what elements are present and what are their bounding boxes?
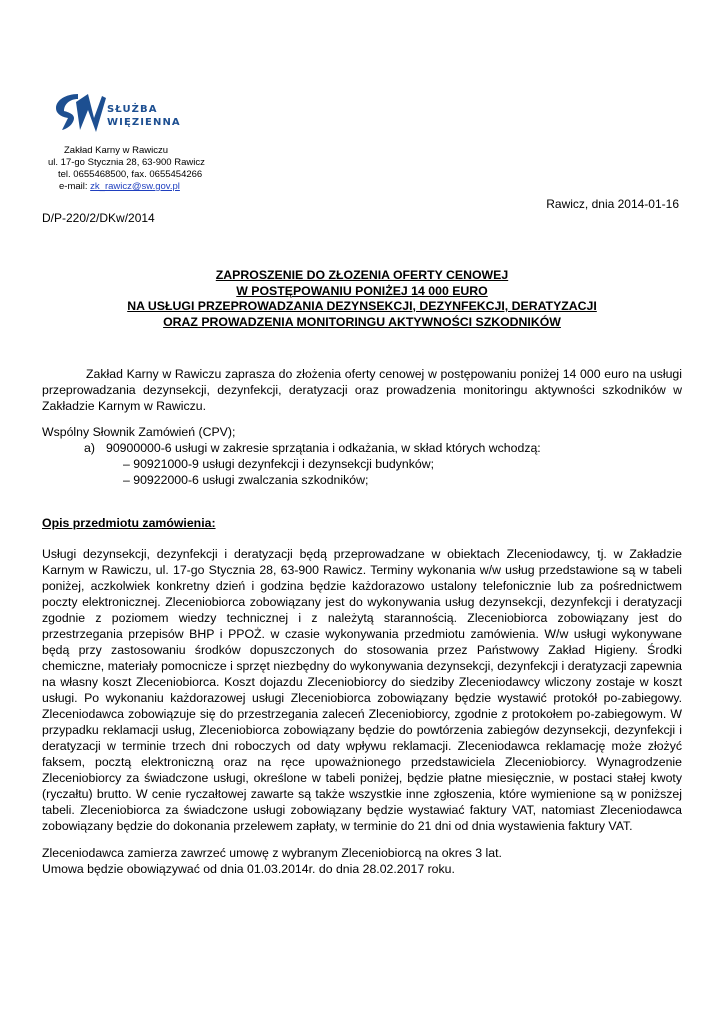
cpv-sub-item-2: – 90922000-6 usługi zwalczania szkodników; bbox=[123, 473, 369, 487]
email-label: e-mail: bbox=[59, 181, 91, 192]
subject-heading: Opis przedmiotu zamówienia: bbox=[42, 516, 216, 530]
cpv-item-a bbox=[84, 440, 541, 456]
title-line-3: NA USŁUGI PRZEPROWADZANIA DEZYNSEKCJI, DEZYNFEKCJI, DERATYZACJI bbox=[127, 299, 597, 313]
address-street: ul. 17-go Stycznia 28, 63-900 Rawicz bbox=[48, 157, 205, 168]
intro-paragraph: Zakład Karny w Rawiczu zaprasza do złożenia oferty cenowej w postępowaniu poniżej 14 000 euro na usługi przeprowadzania dezynsekcji, dezynfekcji, deratyzacji oraz prowadzenia monitoringu aktywności szkodników w Zakładzie Karnym w Rawiczu. bbox=[42, 367, 682, 413]
address-institution: Zakład Karny w Rawiczu bbox=[64, 145, 169, 156]
logo-emblem-shape bbox=[56, 94, 106, 132]
cpv-item-a-label: a) bbox=[84, 441, 95, 455]
closing-line-2: Umowa będzie obowiązywać od dnia 01.03.2014r. do dnia 28.02.2017 roku. bbox=[42, 862, 455, 876]
logo-wordmark bbox=[107, 103, 181, 129]
cpv-heading: Wspólny Słownik Zamówień (CPV); bbox=[42, 425, 236, 439]
document-date: Rawicz, dnia 2014-01-16 bbox=[546, 197, 679, 211]
cpv-sub-item-1: – 90921000-9 usługi dezynfekcji i dezynsekcji budynków; bbox=[123, 457, 435, 471]
reference-number: D/P-220/2/DKw/2014 bbox=[42, 211, 155, 225]
closing-line-1: Zleceniodawca zamierza zawrzeć umowę z wybranym Zleceniobiorcą na okres 3 lat. bbox=[42, 846, 502, 860]
title-line-4: ORAZ PROWADZENIA MONITORINGU AKTYWNOŚCI SZKODNIKÓW bbox=[163, 314, 561, 329]
subject-description: Usługi dezynsekcji, dezynfekcji i deratyzacji będą przeprowadzane w obiektach Zleceniodawcy, tj. w Zakładzie Karnym w Rawiczu, ul. 17-go Stycznia 28, 63-900 Rawicz. Terminy wykonania w/w usług przedstawione są w tabeli poniżej, aczkolwiek konkretny dzień i godzina będzie każdorazowo ustalony telefonicznie lub za pośrednictwem poczty elektronicznej. Zleceniobiorca zobowiązany jest do wykonywania usług dezynsekcji, dezynfekcji i deratyzacji zgodnie z poziomem wiedzy technicznej i z należytą starannością. Zleceniobiorca zobowiązany jest do przestrzegania przepisów BHP i PPOŻ. w czasie wykonywania przedmiotu zamówienia. W/w usługi wykonywane będą przy zastosowaniu środków dopuszczonych do stosowania przez Państwowy Zakład Higieny. Środki chemiczne, materiały pomocnicze i sprzęt niezbędny do wykonywania dezynsekcji, dezynfekcji i deratyzacji zapewnia na własny koszt Zleceniobiorca. Koszt dojazdu Zleceniobiorcy do siedziby Zleceniodawcy wliczony zostaje w koszt usługi. Po wykonaniu każdorazowej usługi Zleceniobiorca zobowiązany będzie wystawić protokół po-zabiegowy. Zleceniodawca zobowiązuje się do przestrzegania zaleceń Zleceniobiorcy, zgodnie z protokołem po-zabiegowym. W przypadku reklamacji usług, Zleceniobiorca zobowiązany będzie do powtórzenia zabiegów dezynsekcji, dezynfekcji i deratyzacji w terminie trzech dni roboczych od daty wpływu reklamacji. Zleceniodawca reklamację może złożyć faksem, pocztą elektroniczną oraz na ręce upoważnionego przedstawiciela Zleceniobiorcy. Wynagrodzenie Zleceniobiorcy za świadczone usługi, określone w tabeli poniżej, będzie płatne miesięcznie, w postaci stałej kwoty (ryczałtu) brutto. W cenie ryczałtowej zawarte są także wszystkie inne zgłoszenia, które wymienione są w poniższej tabeli. Zleceniobiorca za świadczone usługi zobowiązany będzie wystawiać faktury VAT, natomiast Zleceniodawca zobowiązany będzie do dokonania przelewem zapłaty, w terminie do 21 dni od dnia wystawienia faktury VAT. bbox=[42, 547, 682, 833]
address-email-line bbox=[59, 181, 180, 193]
title-line-2: W POSTĘPOWANIU PONIŻEJ 14 000 EURO bbox=[236, 283, 488, 298]
logo-line-1: SŁUŻBA bbox=[107, 104, 158, 115]
address-phone-fax: tel. 0655468500, fax. 0655454266 bbox=[58, 169, 203, 180]
logo-line-2: WIĘZIENNA bbox=[107, 117, 181, 128]
document-title bbox=[42, 268, 682, 330]
closing-paragraph bbox=[42, 845, 502, 877]
cpv-item-a-text: 90900000-6 usługi w zakresie sprzątania i odkażania, w skład których wchodzą: bbox=[106, 441, 541, 455]
email-link[interactable]: zk_rawicz@sw.gov.pl bbox=[90, 181, 180, 192]
title-line-1: ZAPROSZENIE DO ZŁOZENIA OFERTY CENOWEJ bbox=[215, 268, 509, 282]
